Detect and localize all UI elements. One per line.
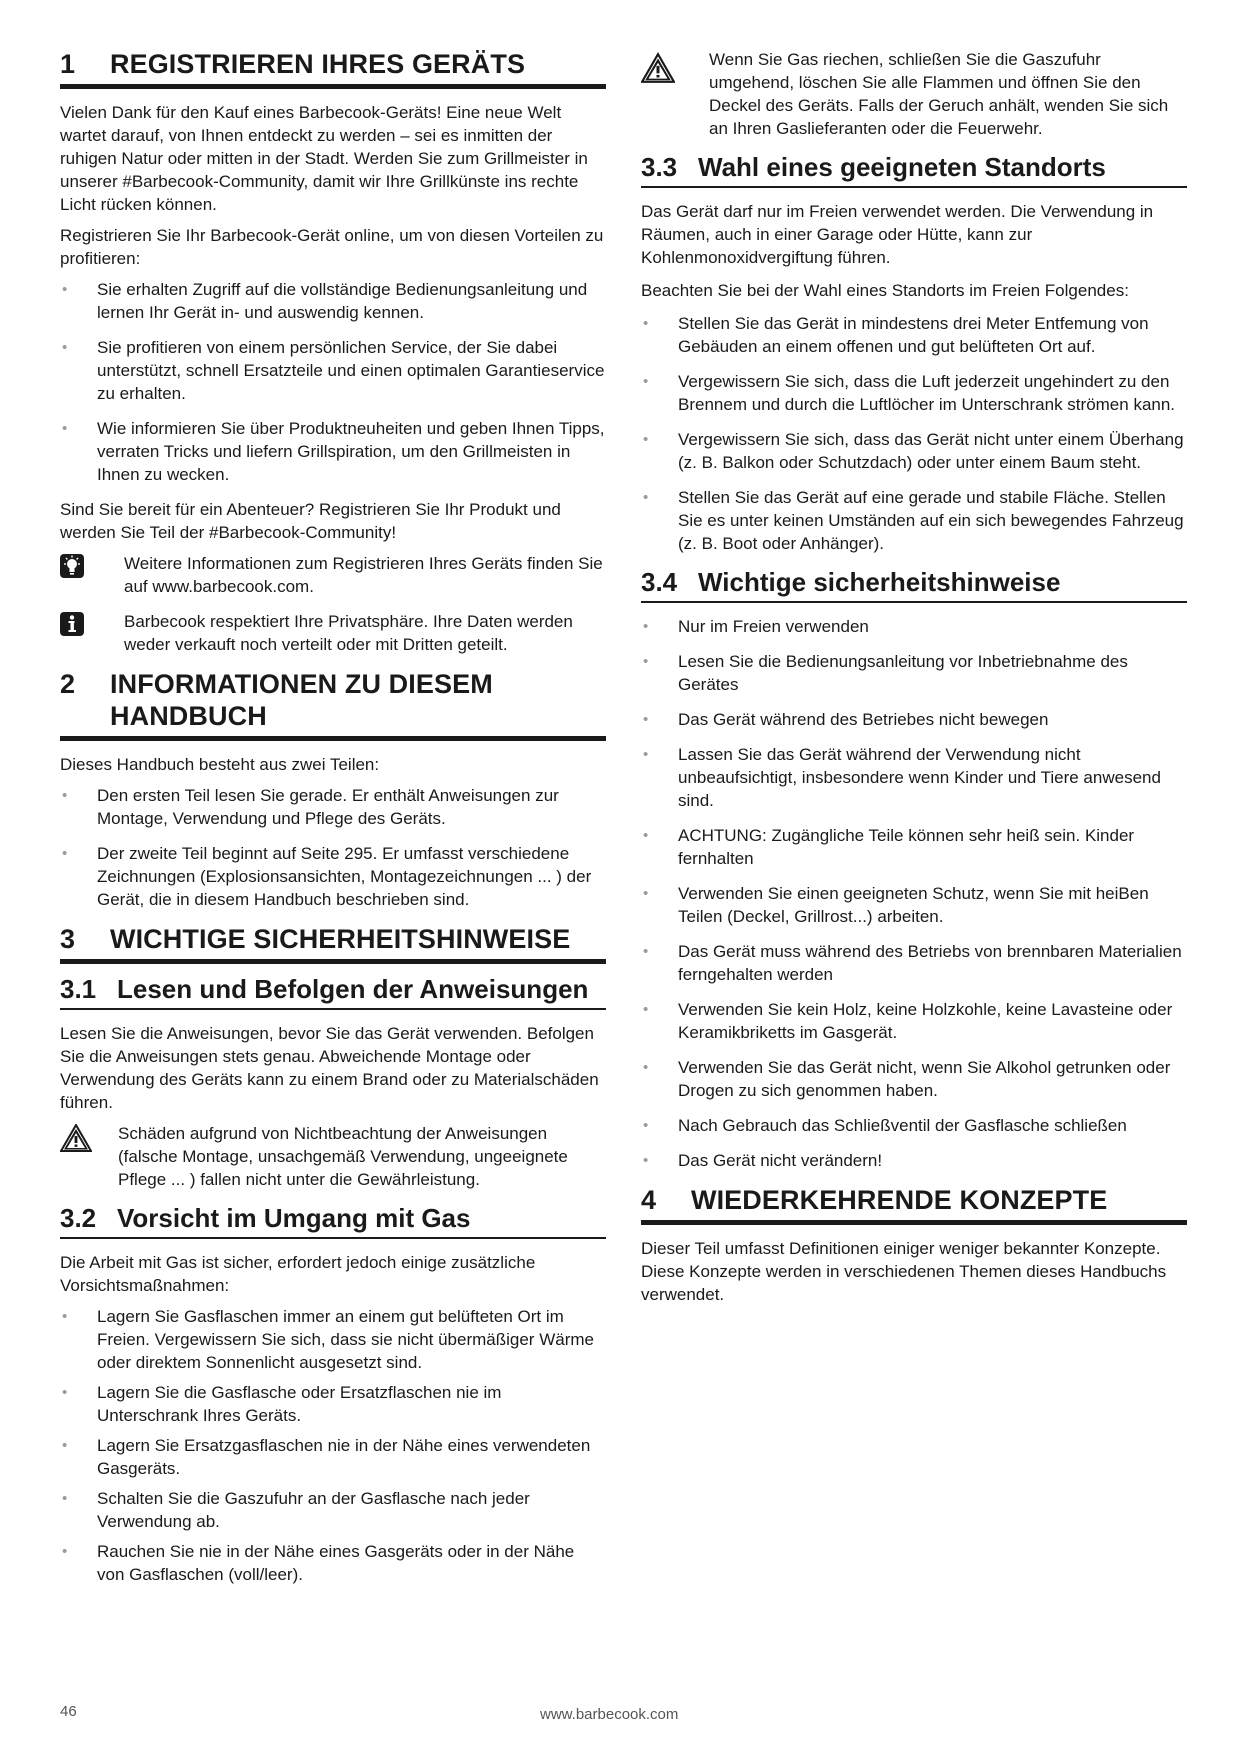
bullet-icon: • — [643, 1059, 649, 1076]
note-text: Barbecook respektiert Ihre Privatsphäre. Ihre Daten werden weder verkauft noch verteilt oder mit Dritten geteilt. — [124, 612, 573, 654]
list-item: • Lesen Sie die Bedienungsanleitung vor Inbetriebnahme des Gerätes — [643, 652, 1128, 694]
bullet-icon: • — [62, 1490, 68, 1507]
bullet-list — [60, 1305, 606, 1586]
list-item: • Stellen Sie das Gerät in mindestens drei Meter Entfemung von Gebäuden an einem offenen und gut belüfteten Ort auf. — [643, 314, 1149, 356]
bullet-icon: • — [643, 618, 649, 635]
bullet-icon: • — [643, 746, 649, 763]
section-title: WICHTIGE SICHERHEITSHINWEISE — [110, 924, 571, 954]
list-item: • Verwenden Sie einen geeigneten Schutz, wenn Sie mit heiBen Teilen (Deckel, Grillrost...) arbeiten. — [643, 884, 1149, 926]
bullet-icon: • — [643, 885, 649, 902]
bullet-icon: • — [643, 315, 649, 332]
section-number: 1 — [60, 49, 76, 79]
list-item: • Wie informieren Sie über Produktneuheiten und geben Ihnen Tipps, verraten Tricks und liefern Grillspiration, um den Grillmeisten in Ihnen zu wecken. — [62, 419, 605, 484]
list-item: • Nur im Freien verwenden — [643, 617, 869, 636]
section-number: 3.2 — [60, 1203, 97, 1233]
bullet-icon: • — [643, 1117, 649, 1134]
list-item: • Verwenden Sie kein Holz, keine Holzkohle, keine Lavasteine oder Keramikbriketts im Gasgerät. — [643, 1000, 1173, 1042]
bullet-icon: • — [62, 1308, 68, 1325]
left-column — [60, 48, 606, 1594]
section-number: 3.1 — [60, 974, 97, 1004]
list-item: • Das Gerät muss während des Betriebs von brennbaren Materialien ferngehalten werden — [643, 942, 1182, 984]
bullet-list — [60, 784, 606, 911]
info-note — [60, 610, 606, 656]
paragraph: Sind Sie bereit für ein Abenteuer? Registrieren Sie Ihr Produkt und werden Sie Teil der #Barbecook-Community! — [60, 500, 561, 542]
section-3-1-heading — [60, 974, 606, 1010]
list-item: • Stellen Sie das Gerät auf eine gerade und stabile Fläche. Stellen Sie es unter keinen Umständen auf ein sich bewegendes Fahrzeug (z. B. Boot oder Anhänger). — [643, 488, 1184, 553]
section-3-4-heading — [641, 567, 1187, 603]
section-title: INFORMATIONEN ZU DIESEM HANDBUCH — [110, 669, 493, 731]
bullet-icon: • — [643, 943, 649, 960]
list-item: • ACHTUNG: Zugängliche Teile können sehr heiß sein. Kinder fernhalten — [643, 826, 1135, 868]
section-1-heading — [60, 48, 606, 89]
bullet-icon: • — [62, 1384, 68, 1401]
section-number: 3.3 — [641, 152, 678, 182]
warning-triangle-icon — [641, 52, 675, 84]
warning-note — [641, 48, 1187, 140]
list-item: • Lagern Sie die Gasflasche oder Ersatzflaschen nie im Unterschrank Ihres Geräts. — [62, 1383, 502, 1425]
page-number: 46 — [60, 1703, 77, 1720]
section-title: REGISTRIEREN IHRES GERÄTS — [110, 49, 526, 79]
bullet-icon: • — [643, 711, 649, 728]
note-text: Schäden aufgrund von Nichtbeachtung der Anweisungen (falsche Montage, unsachgemäß Verwendung, ungeeignete Pflege ... ) fallen nicht unter die Gewährleistung. — [118, 1124, 568, 1189]
bullet-icon: • — [643, 653, 649, 670]
footer-url: www.barbecook.com — [540, 1706, 679, 1723]
section-3-2-heading — [60, 1203, 606, 1239]
info-icon — [60, 612, 84, 636]
paragraph: Beachten Sie bei der Wahl eines Standorts im Freien Folgendes: — [641, 281, 1129, 300]
list-item: • Schalten Sie die Gaszufuhr an der Gasflasche nach jeder Verwendung ab. — [62, 1489, 530, 1531]
paragraph: Lesen Sie die Anweisungen, bevor Sie das Gerät verwenden. Befolgen Sie die Anweisungen stets genau. Abweichende Montage oder Verwendung des Geräts kann zu einem Brand oder zu Materialschäden führen. — [60, 1024, 599, 1112]
list-item: • Der zweite Teil beginnt auf Seite 295. Er umfasst verschiedene Zeichnungen (Explosionsansichten, Montagezeichnungen ... ) der Gerät, die in diesem Handbuch beschrieben sind. — [62, 844, 592, 909]
section-4-heading — [641, 1184, 1187, 1225]
bullet-icon: • — [643, 827, 649, 844]
section-title: Vorsicht im Umgang mit Gas — [117, 1203, 471, 1233]
bullet-icon: • — [643, 1152, 649, 1169]
section-number: 3 — [60, 924, 76, 954]
section-3-3-heading — [641, 152, 1187, 188]
bullet-icon: • — [62, 1543, 68, 1560]
paragraph: Vielen Dank für den Kauf eines Barbecook-Geräts! Eine neue Welt wartet darauf, von Ihnen entdeckt zu werden – sei es inmitten der ruhigen Natur oder mitten in der Stadt. Werden Sie zum Grillmeister in unserer #Barbecook-Community, damit wir Ihre Grillkünste ins rechte Licht rücken können. — [60, 103, 588, 214]
right-column — [641, 48, 1187, 1314]
bullet-icon: • — [643, 431, 649, 448]
paragraph: Registrieren Sie Ihr Barbecook-Gerät online, um von diesen Vorteilen zu profitieren: — [60, 226, 604, 268]
paragraph: Dieses Handbuch besteht aus zwei Teilen: — [60, 755, 380, 774]
list-item: • Lagern Sie Gasflaschen immer an einem gut belüfteten Ort im Freien. Vergewissern Sie sich, dass sie nicht übermäßiger Wärme oder direktem Sonnenlicht ausgesetzt sind. — [62, 1307, 594, 1372]
bullet-icon: • — [62, 845, 68, 862]
list-item: • Sie profitieren von einem persönlichen Service, der Sie dabei unterstützt, schnell Ersatzteile und einen optimalen Garantieservice zu erhalten. — [62, 338, 605, 403]
bullet-icon: • — [62, 420, 68, 437]
section-2-heading — [60, 668, 606, 741]
note-text: Weitere Informationen zum Registrieren Ihres Geräts finden Sie auf www.barbecook.com. — [124, 554, 603, 596]
tip-note — [60, 552, 606, 598]
list-item: • Lassen Sie das Gerät während der Verwendung nicht unbeaufsichtigt, insbesondere wenn Kinder und Tiere anwesend sind. — [643, 745, 1161, 810]
bullet-list — [641, 615, 1187, 1172]
bullet-icon: • — [62, 339, 68, 356]
warning-triangle-icon — [60, 1124, 92, 1152]
list-item: • Den ersten Teil lesen Sie gerade. Er enthält Anweisungen zur Montage, Verwendung und Pflege des Geräts. — [62, 786, 559, 828]
section-title: Wahl eines geeigneten Standorts — [698, 152, 1106, 182]
section-title: Lesen und Befolgen der Anweisungen — [117, 974, 589, 1004]
list-item: • Sie erhalten Zugriff auf die vollständige Bedienungsanleitung und lernen Ihr Gerät in- und auswendig kennen. — [62, 280, 588, 322]
list-item: • Nach Gebrauch das Schließventil der Gasflasche schließen — [643, 1116, 1127, 1135]
list-item: • Das Gerät während des Betriebes nicht bewegen — [643, 710, 1049, 729]
bullet-icon: • — [643, 1001, 649, 1018]
section-title: Wichtige sicherheitshinweise — [698, 567, 1061, 597]
paragraph: Das Gerät darf nur im Freien verwendet werden. Die Verwendung in Räumen, auch in einer Garage oder Hütte, kann zur Kohlenmonoxidvergiftung führen. — [641, 202, 1154, 267]
section-number: 3.4 — [641, 567, 678, 597]
list-item: • Das Gerät nicht verändern! — [643, 1151, 883, 1170]
note-text: Wenn Sie Gas riechen, schließen Sie die Gaszufuhr umgehend, löschen Sie alle Flammen und öffnen Sie den Deckel des Geräts. Falls der Geruch anhält, wenden Sie sich an Ihren Gaslieferanten oder die Feuerwehr. — [709, 50, 1169, 138]
section-title: WIEDERKEHRENDE KONZEPTE — [691, 1185, 1108, 1215]
section-number: 2 — [60, 669, 76, 699]
bullet-icon: • — [643, 373, 649, 390]
list-item: • Vergewissern Sie sich, dass die Luft jederzeit ungehindert zu den Brennem und durch die Luftlöcher im Unterschrank strömen kann. — [643, 372, 1176, 414]
list-item: • Lagern Sie Ersatzgasflaschen nie in der Nähe eines verwendeten Gasgeräts. — [62, 1436, 591, 1478]
paragraph: Dieser Teil umfasst Definitionen einiger weniger bekannter Konzepte. Diese Konzepte werden in verschiedenen Themen dieses Handbuchs verwendet. — [641, 1239, 1167, 1304]
bullet-icon: • — [62, 787, 68, 804]
lightbulb-icon — [60, 554, 84, 578]
list-item: • Verwenden Sie das Gerät nicht, wenn Sie Alkohol getrunken oder Drogen zu sich genommen haben. — [643, 1058, 1171, 1100]
section-number: 4 — [641, 1185, 657, 1215]
bullet-icon: • — [62, 1437, 68, 1454]
paragraph: Die Arbeit mit Gas ist sicher, erfordert jedoch einige zusätzliche Vorsichtsmaßnahmen: — [60, 1253, 536, 1295]
list-item: • Rauchen Sie nie in der Nähe eines Gasgeräts oder in der Nähe von Gasflaschen (voll/leer). — [62, 1542, 575, 1584]
warning-note — [60, 1122, 606, 1191]
list-item: • Vergewissern Sie sich, dass das Gerät nicht unter einem Überhang (z. B. Balkon oder Schutzdach) oder unter einem Baum steht. — [643, 430, 1184, 472]
section-3-heading — [60, 923, 606, 964]
bullet-list — [60, 278, 606, 486]
bullet-list — [641, 312, 1187, 555]
bullet-icon: • — [62, 281, 68, 298]
bullet-icon: • — [643, 489, 649, 506]
